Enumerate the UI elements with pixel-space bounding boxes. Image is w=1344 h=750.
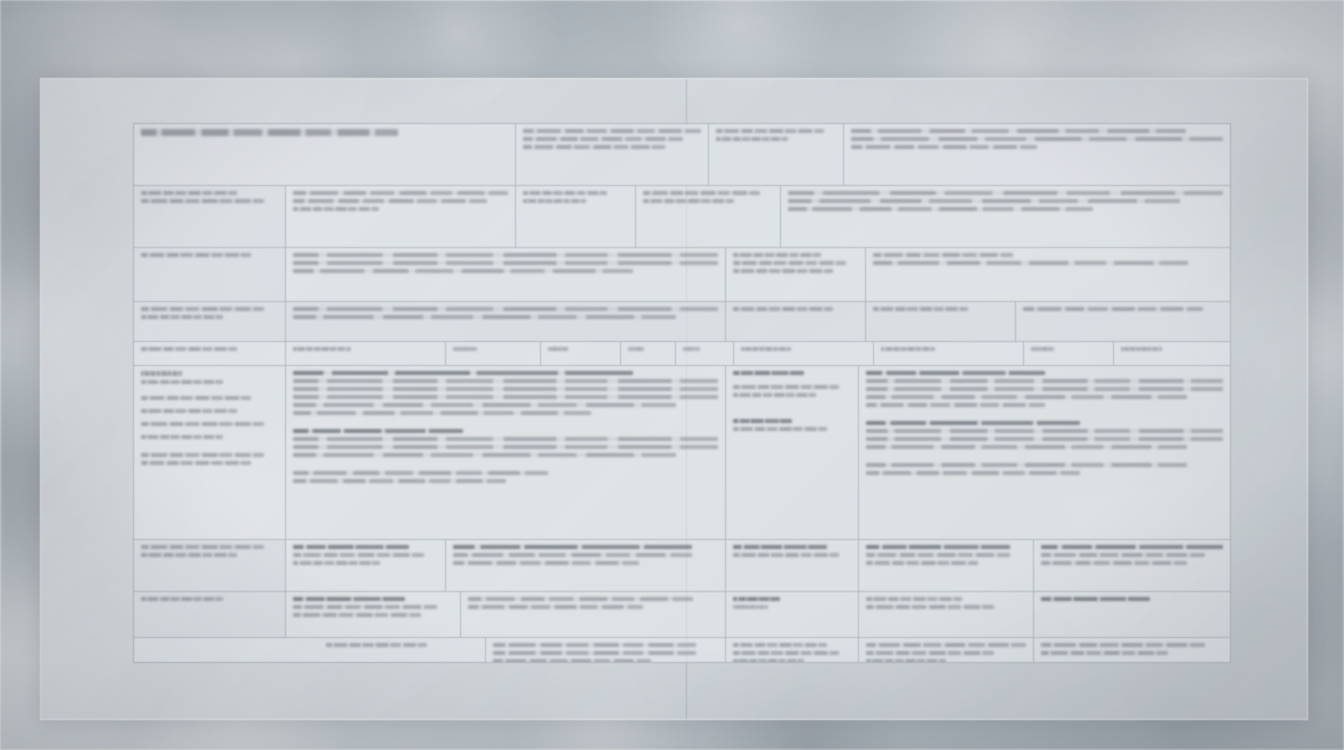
value-quantity[interactable]	[866, 248, 1230, 301]
paragraph-2-line-3	[293, 445, 718, 449]
footnote-text-2-line-3	[733, 659, 804, 663]
signature-field-4[interactable]	[859, 592, 1034, 637]
paragraph-1-line-3	[293, 387, 718, 391]
value-notes[interactable]	[781, 186, 1230, 247]
summary-value-5-line-3	[1041, 561, 1187, 565]
left-item-1	[141, 396, 251, 400]
column-label-10	[1114, 342, 1230, 365]
section-header-left-line-2	[141, 315, 223, 319]
value-description-line-1	[293, 253, 718, 257]
summary-value-4[interactable]	[859, 540, 1034, 591]
value-identification-line-3	[293, 207, 379, 211]
signature-field-2-line-1	[468, 597, 693, 601]
mid-panel-heading	[733, 371, 804, 375]
footnote-text-1-line-1	[493, 643, 696, 647]
value-quantity-line-2	[873, 261, 1188, 265]
footnote-label-text	[326, 643, 427, 647]
right-paragraph-2-line-2	[866, 429, 1223, 433]
signature-field-1-line-3	[293, 613, 421, 617]
summary-label-line-2	[141, 553, 237, 557]
right-paragraph-1-line-2	[866, 379, 1223, 383]
summary-label	[134, 540, 286, 591]
signature-field-1[interactable]	[286, 592, 461, 637]
mid-panel-line-3	[733, 427, 827, 431]
right-paragraph-2-line-3	[866, 437, 1223, 441]
column-label-1-text	[141, 347, 237, 351]
paragraph-3	[293, 471, 718, 535]
right-paragraph-3-line-2	[866, 471, 1080, 475]
right-paragraph-3-line-1	[866, 463, 1187, 467]
footnote-label	[134, 638, 486, 663]
column-label-3	[446, 342, 541, 365]
form-meta-block	[844, 124, 1230, 185]
signature-field-3-line-1	[733, 597, 780, 601]
footnote-text-3	[859, 638, 1034, 663]
value-description-line-3	[293, 269, 633, 273]
summary-value-2-line-1	[453, 545, 692, 549]
summary-value-3-line-2	[733, 553, 839, 557]
left-item-4	[141, 435, 223, 439]
column-label-9-text	[1031, 347, 1054, 351]
section-header-far-text	[873, 307, 968, 311]
form-meta-line-2	[851, 137, 1223, 141]
left-block-items	[141, 396, 278, 443]
signature-field-5[interactable]	[1034, 592, 1230, 637]
label-description-text	[141, 253, 251, 257]
mid-panel-line-2	[733, 393, 816, 397]
value-notes-line-2	[788, 199, 1180, 203]
label-identification	[134, 186, 286, 247]
summary-value-1-line-2	[293, 553, 424, 557]
footnote-text-2-line-2	[733, 651, 839, 655]
signature-field-2[interactable]	[461, 592, 726, 637]
row-title	[134, 124, 1230, 186]
footnote-text-1	[486, 638, 726, 663]
left-block-heading-line-2	[141, 380, 223, 384]
left-item-2	[141, 409, 237, 413]
label-reference	[516, 186, 636, 247]
label-quantity-line-3	[733, 269, 833, 273]
column-label-3-text	[453, 347, 477, 351]
right-paragraph-2	[866, 421, 1223, 453]
signature-label-text	[141, 597, 223, 601]
signature-field-2-line-2	[468, 605, 643, 609]
label-identification-line-2	[141, 199, 264, 203]
value-notes-line-1	[788, 191, 1223, 195]
section-header-right-text	[733, 307, 833, 311]
right-paragraph-1-line-4	[866, 395, 1187, 399]
label-description	[134, 248, 286, 301]
footnote-text-3-line-1	[866, 643, 1026, 647]
right-paragraph-1	[866, 371, 1223, 411]
left-footer-line-2	[141, 461, 251, 465]
column-label-9	[1024, 342, 1114, 365]
subtitle-line-2	[523, 137, 683, 141]
signature-field-3-line-2	[733, 605, 768, 609]
footnote-text-4-line-2	[1041, 651, 1168, 655]
form-number-line-2	[716, 137, 788, 141]
column-label-6-text	[683, 347, 700, 351]
footnote-text-3-line-3	[866, 659, 946, 663]
signature-field-1-line-2	[293, 605, 437, 609]
column-label-8	[874, 342, 1024, 365]
paragraph-3-line-1	[293, 471, 548, 475]
section-header-right	[726, 302, 866, 341]
column-label-2-text	[293, 347, 351, 351]
footnote-text-1-line-3	[493, 659, 651, 663]
summary-value-1-line-1	[293, 545, 409, 549]
section-header-left-line-1	[141, 307, 264, 311]
value-reference[interactable]	[636, 186, 781, 247]
summary-value-4-line-3	[866, 561, 978, 565]
right-paragraph-3	[866, 463, 1223, 535]
summary-value-5[interactable]	[1034, 540, 1230, 591]
section-header-mid-line-2	[293, 315, 676, 319]
section-header-mid	[286, 302, 726, 341]
summary-value-2-line-2	[453, 553, 692, 557]
form-number-block	[709, 124, 844, 185]
right-paragraph-2-line-1	[866, 421, 1080, 425]
left-block-heading	[141, 371, 278, 388]
value-description[interactable]	[286, 248, 726, 301]
form-meta-line-3	[851, 145, 1037, 149]
value-description-line-2	[293, 261, 718, 265]
column-label-7	[734, 342, 874, 365]
signature-label	[134, 592, 286, 637]
body-mid-panel[interactable]	[726, 366, 859, 539]
paragraph-2-line-2	[293, 437, 718, 441]
summary-value-4-line-2	[866, 553, 1010, 557]
footnote-text-4	[1034, 638, 1230, 663]
value-reference-line-1	[643, 191, 760, 195]
body-main-panel[interactable]	[286, 366, 726, 539]
row-description	[134, 248, 1230, 302]
body-left-panel	[134, 366, 286, 539]
summary-value-5-line-2	[1041, 553, 1205, 557]
label-reference-line-2	[523, 199, 586, 203]
summary-value-3[interactable]	[726, 540, 859, 591]
column-label-1	[134, 342, 286, 365]
footnote-text-4-line-1	[1041, 643, 1205, 647]
left-footer-line-1	[141, 453, 264, 457]
value-reference-line-2	[643, 199, 734, 203]
section-header-end	[1016, 302, 1230, 341]
subtitle-line-1	[523, 129, 701, 133]
section-header-left	[134, 302, 286, 341]
column-label-4-text	[548, 347, 568, 351]
row-signature	[134, 592, 1230, 638]
paragraph-2	[293, 429, 718, 461]
right-paragraph-1-line-5	[866, 403, 1045, 407]
left-block-heading-line-1	[141, 371, 182, 376]
left-block-footer	[141, 453, 278, 535]
column-label-4	[541, 342, 621, 365]
summary-value-2[interactable]	[446, 540, 726, 591]
row-section-header	[134, 302, 1230, 342]
paragraph-1	[293, 371, 718, 419]
summary-value-2-line-3	[453, 561, 639, 565]
summary-value-1-line-3	[293, 561, 380, 565]
paragraph-2-line-4	[293, 453, 676, 457]
footnote-text-2-line-1	[733, 643, 827, 647]
signature-field-4-line-1	[866, 597, 962, 601]
row-footnotes	[134, 638, 1230, 663]
value-notes-line-3	[788, 207, 1093, 211]
section-header-far	[866, 302, 1016, 341]
form-meta-line-1	[851, 129, 1186, 133]
form-title	[134, 124, 516, 185]
label-quantity-line-2	[733, 261, 846, 265]
summary-value-5-line-1	[1041, 545, 1223, 549]
column-label-8-text	[881, 347, 935, 351]
paragraph-1-line-1	[293, 371, 633, 375]
value-quantity-line-1	[873, 253, 1013, 257]
section-header-mid-line-1	[293, 307, 718, 311]
column-label-5	[621, 342, 676, 365]
form-table	[133, 123, 1231, 663]
mid-panel-line-1	[733, 385, 839, 389]
paragraph-1-line-4	[293, 395, 718, 399]
document-sheet	[40, 78, 1308, 720]
column-label-5-text	[628, 347, 644, 351]
form-number-line-1	[716, 129, 824, 133]
paragraph-1-line-2	[293, 379, 718, 383]
signature-field-4-line-2	[866, 605, 994, 609]
row-summary	[134, 540, 1230, 592]
left-item-3	[141, 422, 264, 426]
row-column-labels	[134, 342, 1230, 366]
paragraph-3-line-2	[293, 479, 506, 483]
value-identification[interactable]	[286, 186, 516, 247]
right-paragraph-2-line-4	[866, 445, 1187, 449]
subtitle-line-3	[523, 145, 665, 149]
paragraph-1-line-6	[293, 411, 591, 415]
column-label-7-text	[741, 347, 791, 351]
mid-panel-subheading	[733, 419, 792, 423]
row-identification	[134, 186, 1230, 248]
label-reference-line-1	[523, 191, 607, 195]
paragraph-1-line-5	[293, 403, 676, 407]
signature-field-1-line-1	[293, 597, 405, 601]
body-right-panel[interactable]	[859, 366, 1230, 539]
right-paragraph-1-line-1	[866, 371, 1045, 375]
form-title-text	[141, 129, 398, 136]
summary-value-3-line-1	[733, 545, 827, 549]
value-identification-line-1	[293, 191, 508, 195]
signature-field-5-text	[1041, 597, 1150, 601]
right-paragraph-1-line-3	[866, 387, 1223, 391]
label-quantity-line-1	[733, 253, 821, 257]
paragraph-2-line-1	[293, 429, 463, 433]
section-header-end-text	[1023, 307, 1203, 311]
label-identification-line-1	[141, 191, 237, 195]
summary-value-1[interactable]	[286, 540, 446, 591]
column-label-6	[676, 342, 734, 365]
column-label-2	[286, 342, 446, 365]
row-body	[134, 366, 1230, 540]
column-label-10-text	[1121, 347, 1162, 351]
footnote-text-2	[726, 638, 859, 663]
summary-value-4-line-1	[866, 545, 1010, 549]
value-identification-line-2	[293, 199, 487, 203]
form-subtitle-block	[516, 124, 709, 185]
footnote-text-1-line-2	[493, 651, 696, 655]
summary-label-line-1	[141, 545, 264, 549]
label-quantity	[726, 248, 866, 301]
signature-field-3[interactable]	[726, 592, 859, 637]
footnote-text-3-line-2	[866, 651, 994, 655]
